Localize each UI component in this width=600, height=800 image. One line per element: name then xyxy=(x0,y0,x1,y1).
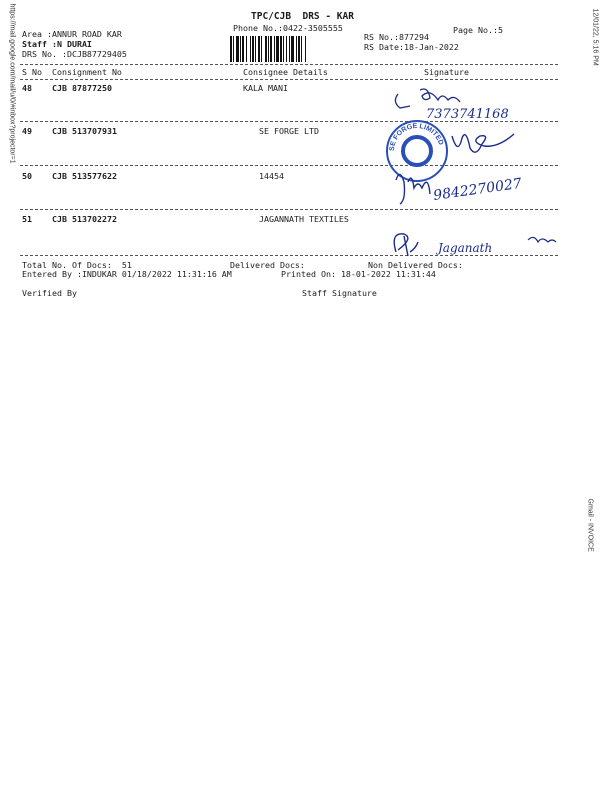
row-consignee: 14454 xyxy=(259,171,284,181)
row-consignment: CJB 513577622 xyxy=(52,171,117,181)
signature-row-49 xyxy=(448,130,518,166)
area-field: Area :ANNUR ROAD KAR xyxy=(22,29,122,39)
non-delivered-docs: Non Delivered Docs: xyxy=(368,260,463,270)
row-consignee: JAGANNATH TEXTILES xyxy=(259,214,349,224)
total-docs: Total No. Of Docs: 51 xyxy=(22,260,132,270)
row-consignee: KALA MANI xyxy=(243,83,288,93)
svg-text:Jaganath: Jaganath xyxy=(438,241,493,255)
right-mid-text: Gmail - INVOICE xyxy=(586,498,594,552)
row-sno: 50 xyxy=(22,171,32,181)
row-consignee: SE FORGE LTD xyxy=(259,126,319,136)
left-url-text: https://mail.google.com/mail/u/0/#inbox?projector=1 xyxy=(8,3,16,164)
row-sno: 49 xyxy=(22,126,32,136)
divider xyxy=(20,64,558,65)
signature-row-51 xyxy=(388,222,568,262)
svg-text:9842270027: 9842270027 xyxy=(432,175,523,204)
signature-row-50 xyxy=(390,162,540,214)
entered-by: Entered By :INDUKAR 01/18/2022 11:31:16 AM xyxy=(22,269,232,279)
phone-number: Phone No.:0422-3505555 xyxy=(233,23,343,33)
printed-on: Printed On: 18-01-2022 11:31:44 xyxy=(281,269,436,279)
column-header-signature: Signature xyxy=(424,67,469,77)
divider xyxy=(20,79,558,80)
rs-number: RS No.:877294 xyxy=(364,32,429,42)
page-number: Page No.:5 xyxy=(453,25,503,35)
row-sno: 51 xyxy=(22,214,32,224)
right-top-text: 12/01/22, 5:16 PM xyxy=(591,8,599,66)
delivered-docs: Delivered Docs: xyxy=(230,260,305,270)
svg-text:SE FORGE LIMITED: SE FORGE LIMITED xyxy=(388,122,445,152)
drs-number: DRS No. :DCJB87729405 xyxy=(22,49,127,59)
barcode-image xyxy=(230,36,357,62)
row-consignment: CJB 513707931 xyxy=(52,126,117,136)
row-consignment: CJB 87877250 xyxy=(52,83,112,93)
rs-date: RS Date:18-Jan-2022 xyxy=(364,42,459,52)
row-sno: 48 xyxy=(22,83,32,93)
document-title: TPC/CJB DRS - KAR xyxy=(251,11,354,22)
verified-by: Verified By xyxy=(22,288,77,298)
staff-field: Staff :N DURAI xyxy=(22,39,92,49)
column-header-consignment: Consignment No xyxy=(52,67,122,77)
svg-text:7373741168: 7373741168 xyxy=(426,107,509,122)
column-header-consignee: Consignee Details xyxy=(243,67,328,77)
row-consignment: CJB 513702272 xyxy=(52,214,117,224)
column-header-sno: S No xyxy=(22,67,42,77)
staff-signature: Staff Signature xyxy=(302,288,377,298)
